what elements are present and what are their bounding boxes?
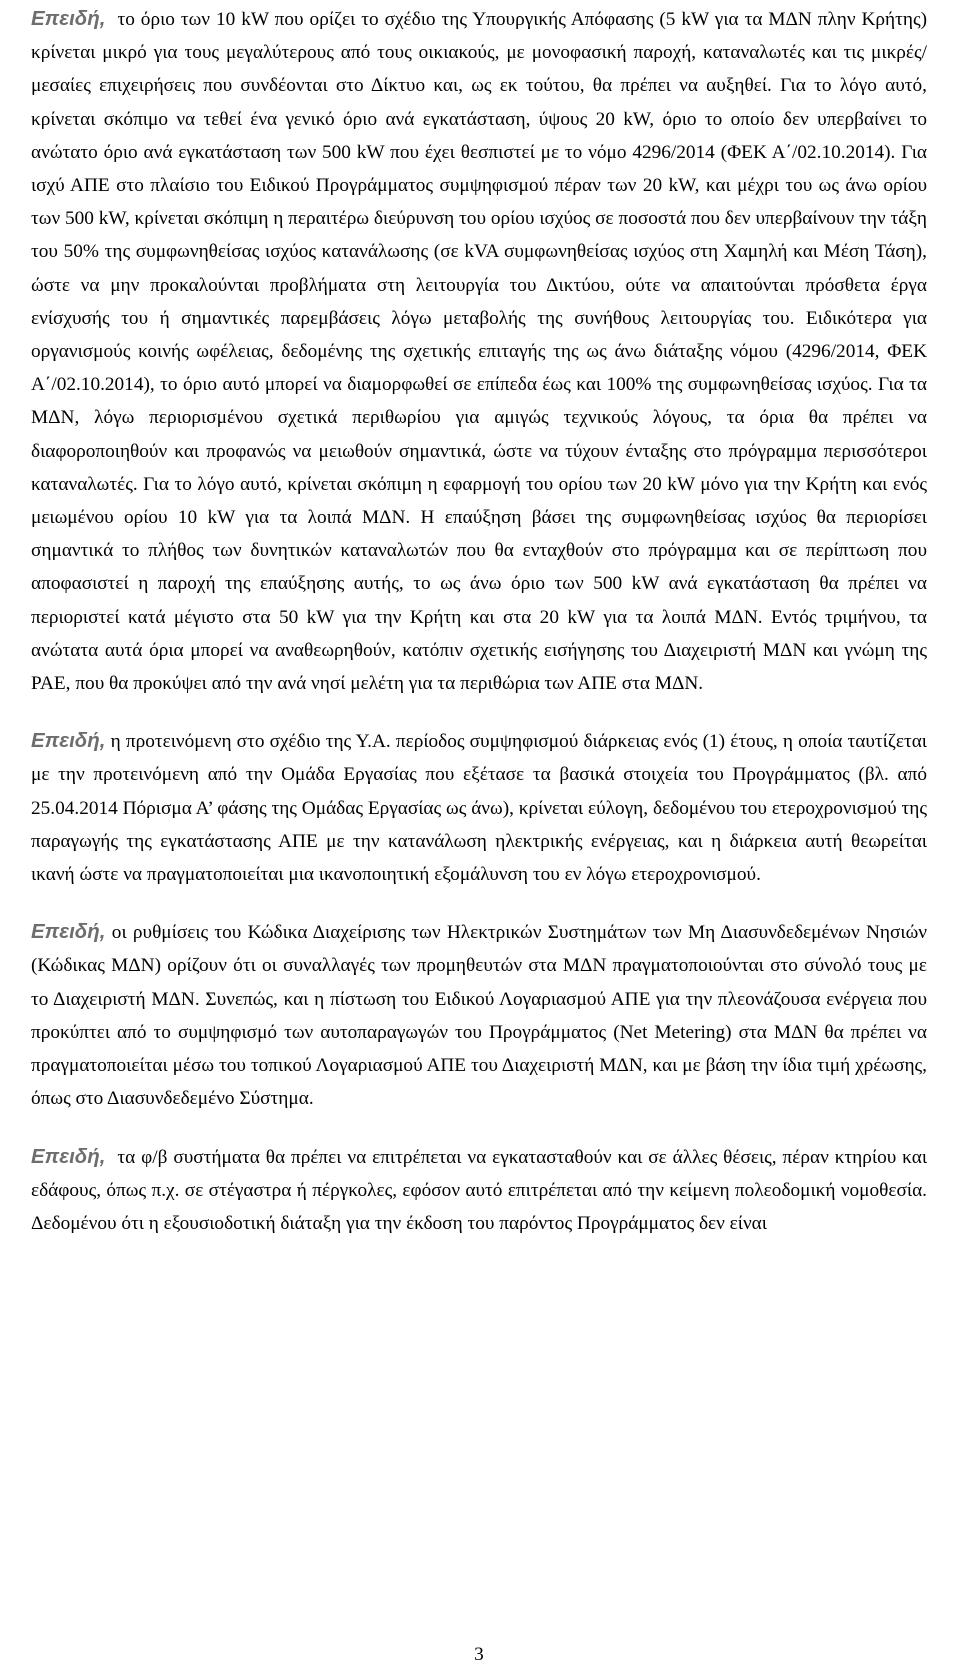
paragraph-3-lead: Επειδή,	[31, 920, 106, 944]
paragraph-3-text: οι ρυθμίσεις του Κώδικα Διαχείρισης των Ηλεκτρικών Συστημάτων των Μη Διασυνδεδεμένων Νησιών (Κώδικας ΜΔΝ) ορίζουν ότι οι συναλλαγές των προμηθευτών στα ΜΔΝ πραγματοποιούνται στο σύνολό τους με το Διαχειριστή ΜΔΝ. Συνεπώς, και η πίστωση του Ειδικού Λογαριασμού ΑΠΕ για την πλεονάζουσα ενέργεια που προκύπτει από το συμψηφισμό των αυτοπαραγωγών του Προγράμματος (Net Metering) στα ΜΔΝ θα πρέπει να πραγματοποιείται μέσω του τοπικού Λογαριασμού ΑΠΕ του Διαχειριστή ΜΔΝ, και με βάση την ίδια τιμή χρέωσης, όπως στο Διασυνδεδεμένο Σύστημα.	[31, 922, 927, 1110]
paragraph-4-lead: Επειδή,	[31, 1144, 106, 1168]
paragraph-2-text: η προτεινόμενη στο σχέδιο της Υ.Α. περίοδος συμψηφισμού διάρκειας ενός (1) έτους, η οποία ταυτίζεται με την προτεινόμενη από την Ομάδα Εργασίας που εξέτασε τα βασικά στοιχεία του Προγράμματος (βλ. από 25.04.2014 Πόρισμα Α’ φάσης της Ομάδας Εργασίας ως άνω), κρίνεται εύλογη, δεδομένου του ετεροχρονισμού της παραγωγής της εγκατάστασης ΑΠΕ με την κατανάλωση ηλεκτρικής ενέργειας, και η διάρκεια αυτή θεωρείται ικανή ώστε να πραγματοποιείται μια ικανοποιητική εξομάλυνση του εν λόγω ετεροχρονισμού.	[31, 731, 927, 886]
paragraph-1-text: το όριο των 10 kW που ορίζει το σχέδιο της Υπουργικής Απόφασης (5 kW για τα ΜΔΝ πλην Κρήτης) κρίνεται μικρό για τους μεγαλύτερους από τους οικιακούς, με μονοφασική παροχή, καταναλωτές και τις μικρές/μεσαίες επιχειρήσεις που συνδέονται στο Δίκτυο και, ως εκ τούτου, θα πρέπει να αυξηθεί. Για το λόγο αυτό, κρίνεται σκόπιμο να τεθεί ένα γενικό όριο ανά εγκατάσταση, ύψους 20 kW, όριο το οποίο δεν υπερβαίνει το ανώτατο όριο ανά εγκατάσταση των 500 kW που έχει θεσπιστεί με το νόμο 4296/2014 (ΦΕΚ Α΄/02.10.2014). Για ισχύ ΑΠΕ στο πλαίσιο του Ειδικού Προγράμματος συμψηφισμού πέραν των 20 kW, και μέχρι του ως άνω ορίου των 500 kW, κρίνεται σκόπιμη η περαιτέρω διεύρυνση του ορίου ισχύος σε ποσοστά που δεν υπερβαίνουν την τάξη του 50% της συμφωνηθείσας ισχύος κατανάλωσης (σε kVA συμφωνηθείσας ισχύος στη Χαμηλή και Μέση Τάση), ώστε να μην προκαλούνται προβλήματα στη λειτουργία του Δικτύου, ούτε να απαιτούνται πρόσθετα έργα ενίσχυσής του ή σημαντικές παρεμβάσεις λόγω μεταβολής της συνήθους λειτουργίας του. Ειδικότερα για οργανισμούς κοινής ωφέλειας, δεδομένης της σχετικής επιταγής της ως άνω διάταξης νόμου (4296/2014, ΦΕΚ Α΄/02.10.2014), το όριο αυτό μπορεί να διαμορφωθεί σε επίπεδα έως και 100% της συμφωνηθείσας ισχύος. Για τα ΜΔΝ, λόγω περιορισμένου σχετικά περιθωρίου για αμιγώς τεχνικούς λόγους, τα όρια θα πρέπει να διαφοροποιηθούν και προφανώς να μειωθούν σημαντικά, ώστε να τύχουν ένταξης στο πρόγραμμα περισσότεροι καταναλωτές. Για το λόγο αυτό, κρίνεται σκόπιμη η εφαρμογή του ορίου των 20 kW μόνο για την Κρήτη και ενός μειωμένου ορίου 10 kW για τα λοιπά ΜΔΝ. Η επαύξηση βάσει της συμφωνηθείσας ισχύος θα περιορίσει σημαντικά το πλήθος των δυνητικών καταναλωτών που θα ενταχθούν στο πρόγραμμα και σε περίπτωση που αποφασιστεί η παροχή της επαύξησης αυτής, το ως άνω όριο των 500 kW ανά εγκατάσταση θα πρέπει να περιοριστεί κατά μέγιστο στα 50 kW για την Κρήτη και στα 20 kW για τα λοιπά ΜΔΝ. Εντός τριμήνου, τα ανώτατα αυτά όρια μπορεί να αναθεωρηθούν, κατόπιν σχετικής εισήγησης του Διαχειριστή ΜΔΝ και γνώμη της ΡΑΕ, που θα προκύψει από την ανά νησί μελέτη για τα περιθώρια των ΑΠΕ στα ΜΔΝ.	[31, 9, 928, 695]
paragraph-1	[31, 0, 927, 700]
paragraph-1-lead: Επειδή,	[31, 7, 106, 30]
paragraph-4-text: τα φ/β συστήματα θα πρέπει να επιτρέπεται να εγκατασταθούν και σε άλλες θέσεις, πέραν κτηρίου και εδάφους, όπως π.χ. σε στέγαστρα ή πέργκολες, εφόσον αυτό επιτρέπεται από την κείμενη πολεοδομική νομοθεσία. Δεδομένου ότι η εξουσιοδοτική διάταξη για την έκδοση του παρόντος Προγράμματος δεν είναι	[31, 1146, 928, 1234]
paragraph-2-lead: Επειδή,	[31, 729, 106, 753]
paragraph-2	[31, 724, 927, 891]
paragraph-3	[31, 915, 927, 1115]
page-number: 3	[474, 1644, 484, 1665]
paragraph-4	[31, 1140, 927, 1241]
document-page	[31, 0, 927, 1678]
